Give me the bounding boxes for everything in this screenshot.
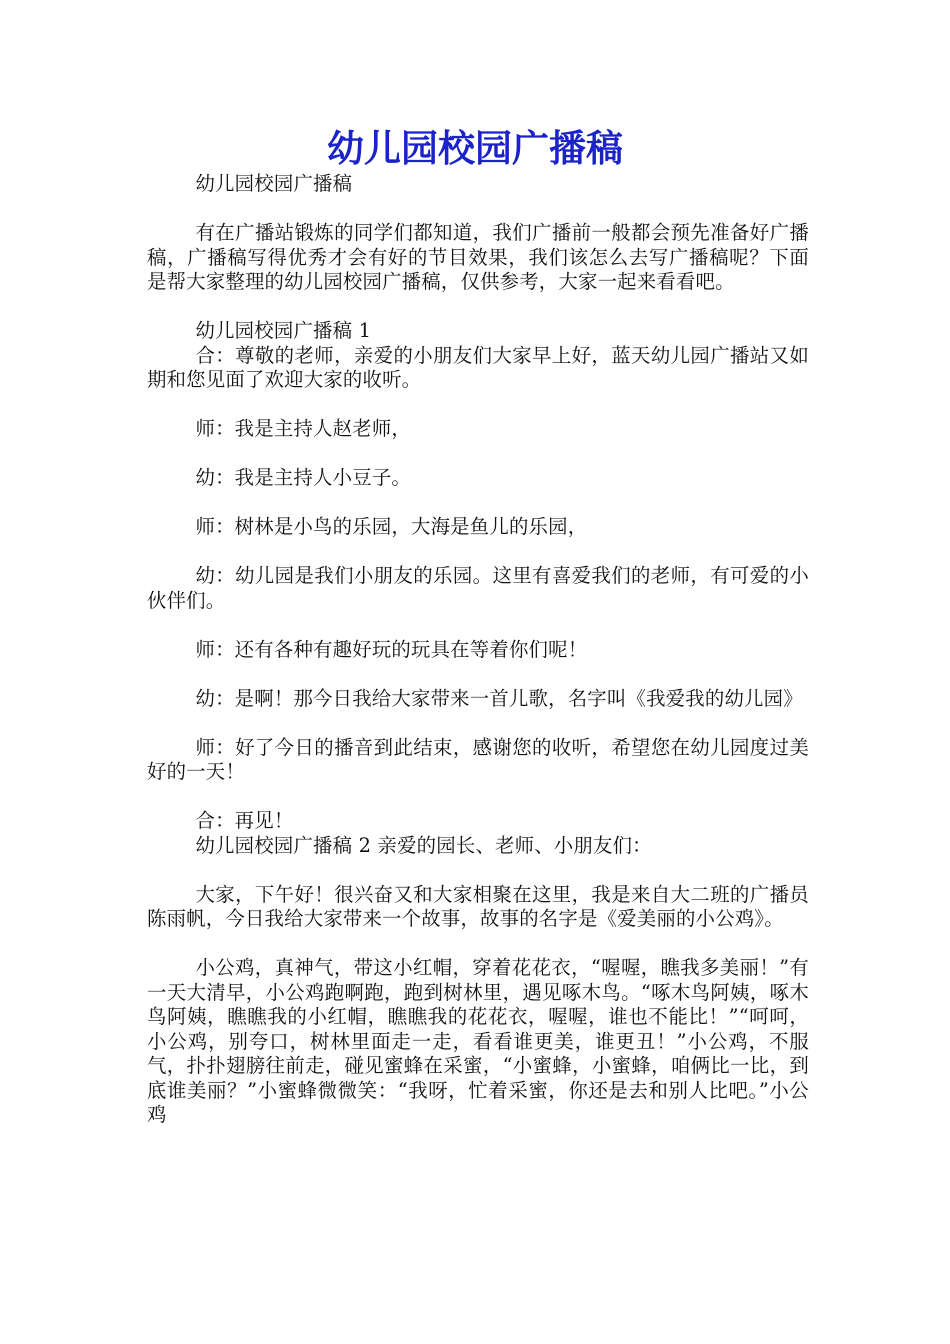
spacer [147,613,809,638]
dialogue-paragraph: 师：树林是小鸟的乐园，大海是鱼儿的乐园， [195,515,588,538]
dialogue-paragraph: 师：好了今日的播音到此结束，感谢您的收听，希望您在幼儿园度过美好的一天！ [147,735,809,783]
section-heading-2: 幼儿园校园广播稿 2 亲爱的园长、老师、小朋友们： [195,833,652,857]
dialogue-paragraph: 师：我是主持人赵老师， [195,417,411,440]
spacer [147,711,809,736]
story-paragraph: 小公鸡，真神气，带这小红帽，穿着花花衣，“喔喔，瞧我多美丽！”有一天大清早，小公鸡跑啊跑，跑到树林里，遇见啄木鸟。“啄木鸟阿姨，啄木鸟阿姨，瞧瞧我的小红帽，瞧瞧我的花花衣，喔喔，谁也不能比！”“呵呵，小公鸡，别夸口，树林里面走一走，看看谁更美，谁更丑！”小公鸡，不服气，扑扑翅膀往前走，碰见蜜蜂在采蜜，“小蜜蜂，小蜜蜂，咱俩比一比，到底谁美丽？”小蜜蜂微微笑：“我呀，忙着采蜜，你还是去和别人比吧。”小公鸡 [147,956,809,1126]
spacer [147,295,809,320]
document-body [147,172,809,1128]
subtitle-paragraph: 幼儿园校园广播稿 [195,172,353,195]
dialogue-paragraph: 合：再见！ [195,809,294,832]
spacer [147,932,809,957]
section-heading-1: 幼儿园校园广播稿 1 [195,319,372,342]
spacer [147,662,809,687]
spacer [147,858,809,883]
intro-paragraph: 有在广播站锻炼的同学们都知道，我们广播前一般都会预先准备好广播稿，广播稿写得优秀才会有好的节目效果，我们该怎么去写广播稿呢？下面是帮大家整理的幼儿园校园广播稿，仅供参考，大家一起来看看吧。 [147,221,809,293]
dialogue-paragraph: 合：尊敬的老师，亲爱的小朋友们大家早上好，蓝天幼儿园广播站又如期和您见面了欢迎大家的收听。 [147,343,809,391]
spacer [147,197,809,222]
spacer [147,442,809,467]
dialogue-paragraph: 师：还有各种有趣好玩的玩具在等着你们呢！ [195,637,588,661]
story-paragraph: 大家，下午好！很兴奋又和大家相聚在这里，我是来自大二班的广播员陈雨帆，今日我给大家带来一个故事，故事的名字是《爱美丽的小公鸡》。 [147,882,809,930]
document-title: 幼儿园校园广播稿 [327,126,623,170]
dialogue-paragraph: 幼：我是主持人小豆子。 [195,466,411,489]
dialogue-paragraph: 幼：幼儿园是我们小朋友的乐园。这里有喜爱我们的老师，有可爱的小伙伴们。 [147,564,809,612]
spacer [147,393,809,418]
dialogue-paragraph: 幼：是啊！那今日我给大家带来一首儿歌，名字叫《我爱我的幼儿园》 [195,686,803,710]
spacer [147,785,809,810]
spacer [147,491,809,516]
spacer [147,540,809,565]
